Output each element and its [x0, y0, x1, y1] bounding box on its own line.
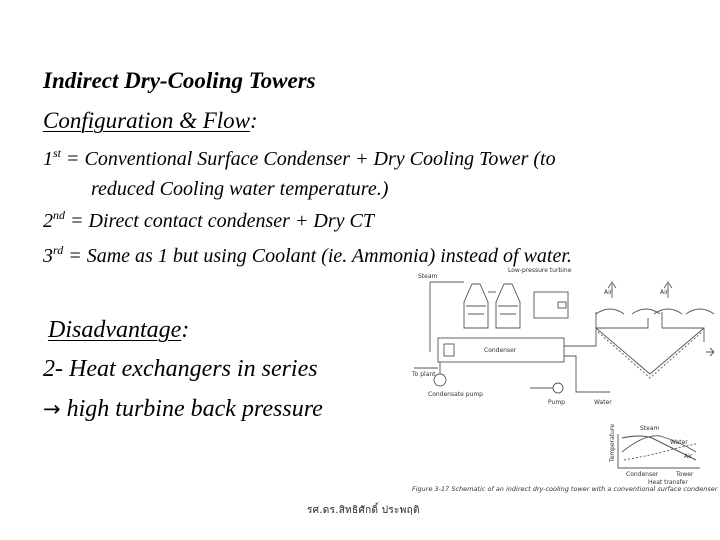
air-label: Air	[604, 289, 613, 296]
pump-label: Pump	[548, 399, 565, 406]
to-plant-label: To plant	[412, 371, 436, 378]
item-1-num: 1	[43, 148, 53, 170]
subtitle-colon: :	[250, 108, 258, 133]
schematic-diagram	[400, 262, 718, 500]
air-label: Air	[660, 289, 669, 296]
item-3-text: = Same as 1 but using Coolant (ie. Ammonia) instead of water.	[63, 245, 572, 267]
figure-caption: Figure 3-17 Schematic of an indirect dry-cooling tower with a conventional surface condenser	[412, 485, 718, 493]
footer-author: รศ.ดร.สิทธิศักดิ์ ประพฤติ	[307, 505, 420, 516]
disadvantage-heading	[48, 317, 189, 344]
item-1-continuation: reduced Cooling water temperature.)	[91, 178, 389, 200]
disadvantage-colon: :	[181, 317, 190, 343]
steam-label: Steam	[418, 273, 438, 280]
item-1-sup: st	[53, 146, 62, 160]
graph-condenser-label: Condenser	[626, 471, 659, 478]
item-2-sup: nd	[53, 208, 65, 222]
item-2	[43, 210, 374, 233]
generator-box	[534, 292, 568, 318]
item-1-text: = Conventional Surface Condenser + Dry Cooling Tower (to	[61, 148, 556, 170]
water-label: Water	[594, 399, 612, 406]
disadvantage-label: Disadvantage	[48, 317, 182, 343]
graph-air-label: Air	[684, 453, 693, 460]
graph-temp-label: Temperature	[609, 423, 616, 462]
item-3-sup: rd	[53, 243, 64, 257]
condenser-label: Condenser	[484, 347, 517, 354]
graph-heat-label: Heat transfer	[648, 479, 688, 486]
condensate-pump-label: Condensate pump	[428, 391, 483, 398]
disadvantage-line-1: 2- Heat exchangers in series	[43, 356, 318, 382]
low-pressure-label: Low-pressure turbine	[508, 267, 572, 274]
graph-steam-label: Steam	[640, 425, 660, 432]
graph-water-label: Water	[670, 439, 688, 446]
graph-tower-label: Tower	[676, 471, 694, 478]
slide-title: Indirect Dry-Cooling Towers	[43, 68, 316, 93]
disadvantage-line-2	[43, 396, 323, 423]
tower-v-shape	[596, 328, 704, 374]
right-arrow-icon: →	[43, 397, 61, 421]
item-2-num: 2	[43, 210, 53, 232]
indirect-cooling-schematic	[400, 262, 718, 500]
slide-subtitle	[43, 108, 258, 134]
item-1	[43, 148, 556, 171]
subtitle-text: Configuration & Flow	[43, 108, 251, 133]
item-3-num: 3	[43, 245, 53, 267]
disadvantage-line-2-text: high turbine back pressure	[60, 396, 323, 422]
item-2-text: = Direct contact condenser + Dry CT	[65, 210, 374, 232]
